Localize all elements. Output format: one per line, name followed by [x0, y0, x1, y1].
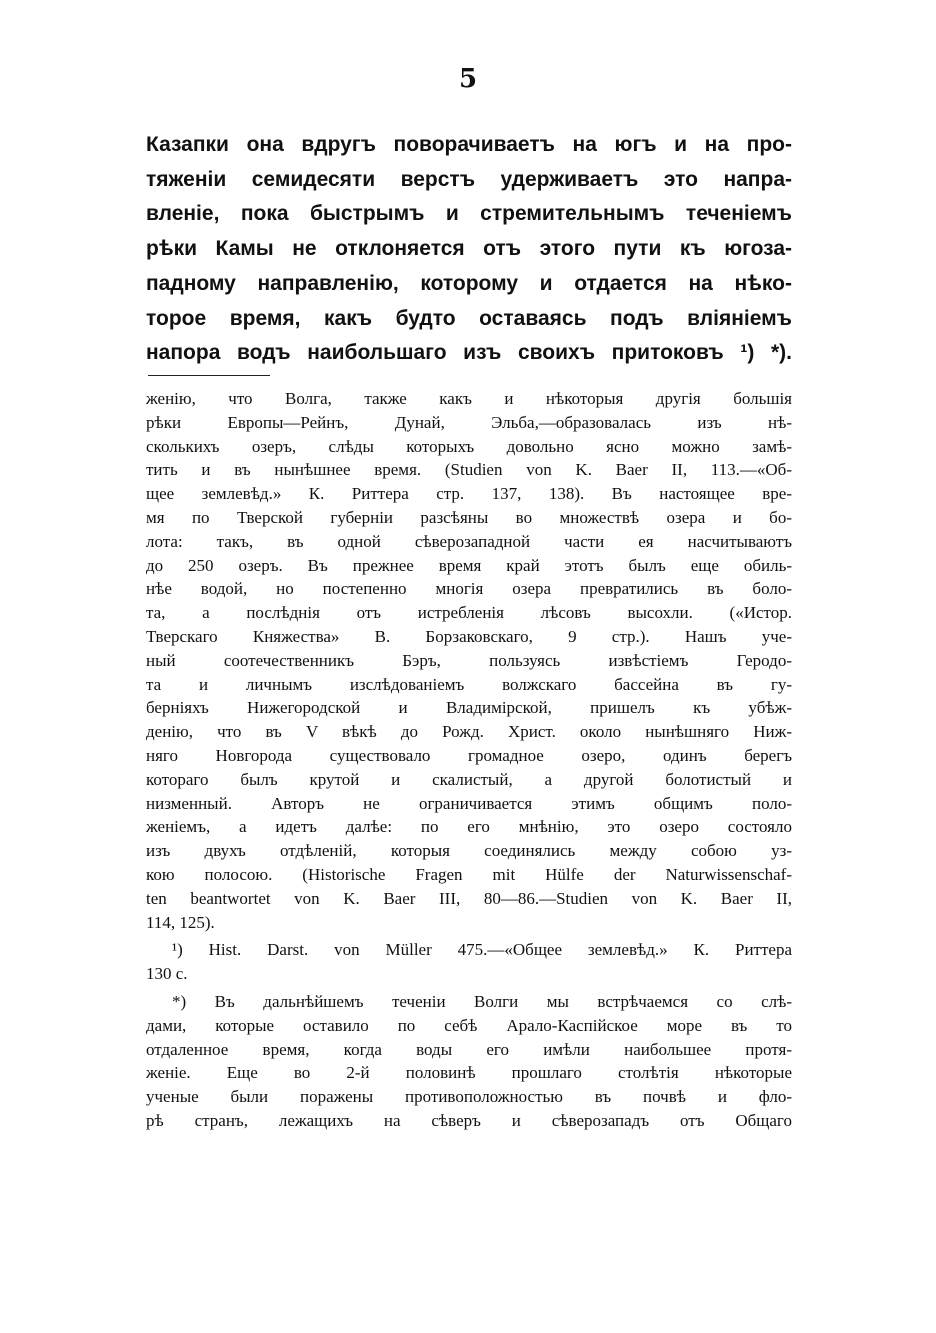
footnote-line: та и личнымъ изслѣдованіемъ волжскаго бассейна въ гу-	[146, 674, 792, 694]
footnote-line: 130 с.	[146, 964, 188, 984]
main-text-line: рѣки Камы не отклоняется отъ этого пути къ югоза-	[146, 237, 792, 261]
footnote-line: кою полосою. (Historische Fragen mit Hülfe der Naturwissenschaf-	[146, 864, 792, 884]
footnote-line: та, а послѣднія отъ истребленія лѣсовъ высохли. («Истор.	[146, 603, 792, 623]
main-text-line: напора водъ наибольшаго изъ своихъ притоковъ ¹) *).	[146, 341, 792, 365]
footnote-line: сколькихъ озеръ, слѣды которыхъ довольно ясно можно замѣ-	[146, 436, 792, 456]
footnote-line: лота: такъ, въ одной сѣверозападной части ея насчитываютъ	[146, 531, 792, 551]
footnote-line: ный соотечественникъ Бэръ, пользуясь извѣстіемъ Геродо-	[146, 650, 792, 670]
footnote-line: отдаленное время, когда воды его имѣли наибольшее протя-	[146, 1039, 792, 1059]
footnote-line: няго Новгорода существовало громадное озеро, одинъ берегъ	[146, 745, 792, 765]
footnote-continued	[146, 387, 792, 934]
footnotes	[146, 387, 792, 1133]
footnote-line: изъ двухъ отдѣленій, которыя соединялись между собою уз-	[146, 841, 792, 861]
footnote-line: ten beantwortet von K. Baer III, 80—86.—Studien von K. Baer II,	[146, 888, 792, 908]
footnote-line: берніяхъ Нижегородской и Владимірской, пришелъ къ убѣж-	[146, 698, 792, 718]
footnote-line: ученые были поражены противоположностью въ почвѣ и фло-	[146, 1087, 792, 1107]
footnote-line: низменный. Авторъ не ограничивается этимъ общимъ поло-	[146, 793, 792, 813]
footnote-divider	[148, 375, 270, 376]
footnote-line: денію, что въ V вѣкѣ до Рожд. Христ. около нынѣшняго Ниж-	[146, 722, 792, 742]
footnote-line: ¹) Hist. Darst. von Müller 475.—«Общее землевѣд.» К. Риттера	[172, 940, 792, 960]
main-text-line: торое время, какъ будто оставаясь подъ вліяніемъ	[146, 306, 792, 330]
footnote-line: мя по Тверской губерніи разсѣяны во множествѣ озера и бо-	[146, 507, 792, 527]
footnote-line: котораго былъ крутой и скалистый, а другой болотистый и	[146, 769, 792, 789]
main-text-line: падному направленію, которому и отдается на нѣко-	[146, 271, 792, 295]
footnote-line: рѣки Европы—Рейнъ, Дунай, Эльба,—образовалась изъ нѣ-	[146, 412, 792, 432]
main-text-line: вленіе, пока быстрымъ и стремительнымъ теченіемъ	[146, 202, 792, 226]
footnote-line: женію, что Волга, также какъ и нѣкоторыя другія большія	[146, 389, 792, 408]
main-text	[146, 128, 792, 371]
footnote-line: щее землевѣд.» К. Риттера стр. 137, 138). Въ настоящее вре-	[146, 484, 792, 504]
page-number: 5	[458, 64, 478, 94]
footnote-line: тить и въ нынѣшнее время. (Studien von K. Baer II, 113.—«Об-	[146, 460, 792, 480]
footnote-line: до 250 озеръ. Въ прежнее время край этотъ былъ еще обиль-	[146, 555, 792, 575]
footnote-line: Тверскаго Княжества» В. Борзаковскаго, 9 стр.). Нашъ уче-	[146, 626, 792, 646]
footnote-star	[146, 990, 792, 1133]
footnote-line: дами, которые оставило по себѣ Арало-Каспійское море въ то	[146, 1015, 792, 1035]
main-text-line: тяженіи семидесяти верстъ удерживаетъ это напра-	[146, 167, 792, 191]
footnote-line: нѣе водой, но постепенно многія озера превратились въ боло-	[146, 579, 792, 599]
footnote-1	[146, 938, 792, 986]
footnote-line: 114, 125).	[146, 912, 215, 932]
footnote-line: *) Въ дальнѣйшемъ теченіи Волги мы встрѣчаемся со слѣ-	[172, 991, 792, 1011]
footnote-line: рѣ странъ, лежащихъ на сѣверъ и сѣверозападъ отъ Общаго	[146, 1110, 792, 1130]
footnote-line: женіе. Еще во 2-й половинѣ прошлаго столѣтія нѣкоторые	[146, 1063, 792, 1083]
footnote-line: женіемъ, а идетъ далѣе: по его мнѣнію, это озеро состояло	[146, 817, 792, 837]
main-text-line: Казапки она вдругъ поворачиваетъ на югъ и на про-	[146, 133, 792, 156]
